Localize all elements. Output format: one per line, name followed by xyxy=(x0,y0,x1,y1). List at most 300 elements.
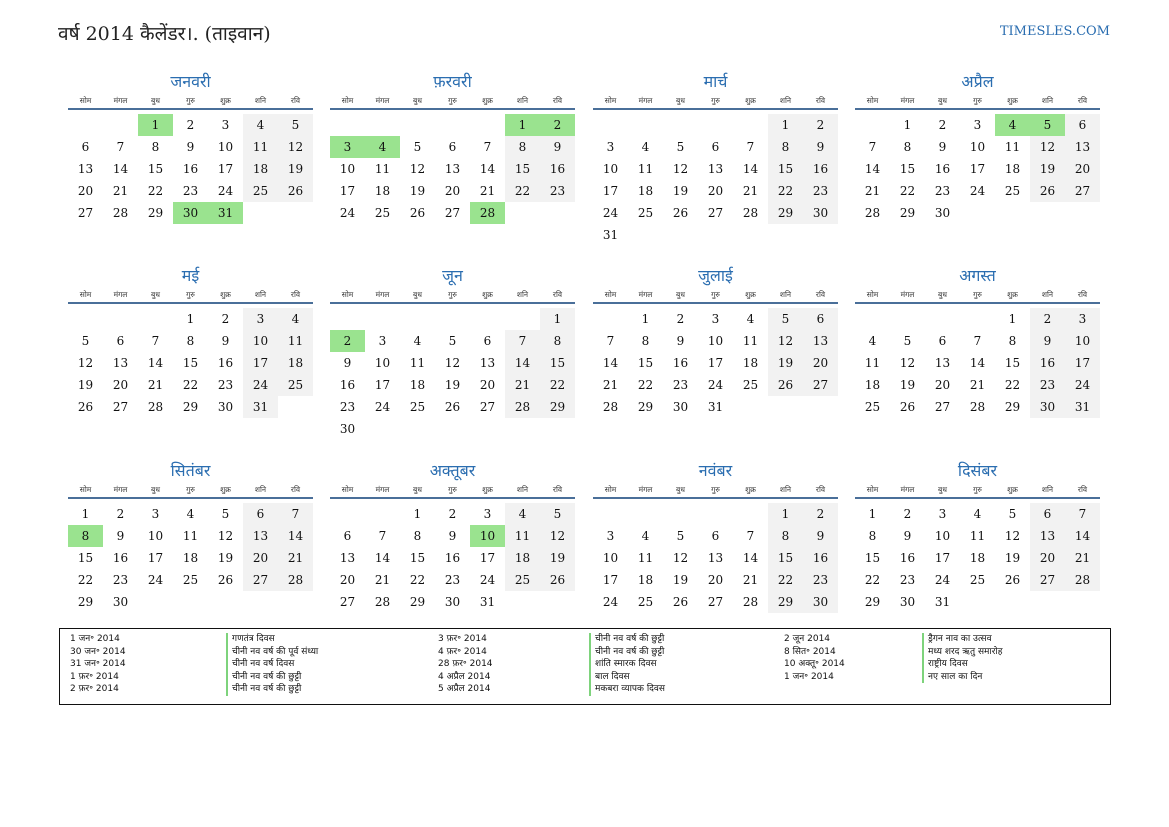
weekday-label: शुक्र xyxy=(745,290,756,299)
holiday-day-cell: 4 xyxy=(995,114,1030,136)
empty-cell xyxy=(68,308,103,330)
day-cell: 16 xyxy=(1030,352,1065,374)
day-cell: 11 xyxy=(409,356,426,370)
weekday-label: शुक्र xyxy=(1007,96,1018,105)
weekday-header xyxy=(330,288,575,304)
empty-cell xyxy=(960,308,995,330)
day-cell: 14 xyxy=(112,162,129,176)
month-name: नवंबर xyxy=(698,461,733,480)
day-cell: 16 xyxy=(182,162,199,176)
day-cell: 28 xyxy=(278,569,313,591)
day-cell: 19 xyxy=(672,184,689,198)
day-grid xyxy=(68,503,313,613)
day-cell: 28 xyxy=(602,400,619,414)
day-cell: 17 xyxy=(339,184,356,198)
day-cell: 16 xyxy=(803,547,838,569)
weekday-label: शुक्र xyxy=(1007,290,1018,299)
holiday-day-cell: 1 xyxy=(505,114,540,136)
day-cell: 13 xyxy=(243,525,278,547)
holiday-dates xyxy=(438,633,493,696)
day-cell: 25 xyxy=(969,573,986,587)
day-cell: 17 xyxy=(602,573,619,587)
holiday-date: 31 जन॰ 2014 xyxy=(70,659,126,670)
day-cell: 25 xyxy=(505,569,540,591)
weekday-label: शुक्र xyxy=(482,290,493,299)
day-cell: 30 xyxy=(444,595,461,609)
day-cell: 14 xyxy=(969,356,986,370)
day-cell: 24 xyxy=(217,184,234,198)
day-cell: 14 xyxy=(505,352,540,374)
day-cell: 8 xyxy=(186,334,195,348)
day-cell: 27 xyxy=(707,206,724,220)
holiday-day-cell: 2 xyxy=(330,330,365,352)
day-cell: 22 xyxy=(1004,378,1021,392)
weekday-header xyxy=(68,288,313,304)
holiday-day-cell: 28 xyxy=(470,202,505,224)
day-cell: 15 xyxy=(637,356,654,370)
day-cell: 22 xyxy=(505,180,540,202)
day-grid xyxy=(593,503,838,613)
weekday-label: शनि xyxy=(516,485,529,494)
day-cell: 23 xyxy=(899,573,916,587)
page-title: वर्ष 2014 कैलेंडर।. (ताइवान) xyxy=(58,23,271,45)
weekday-label: गुरु xyxy=(186,96,195,105)
day-cell: 29 xyxy=(864,595,881,609)
weekday-label: गुरु xyxy=(711,290,720,299)
day-cell: 13 xyxy=(479,356,496,370)
weekday-label: शनि xyxy=(1041,96,1054,105)
empty-cell xyxy=(593,114,628,136)
holiday-dates xyxy=(784,633,845,683)
day-cell: 27 xyxy=(339,595,356,609)
weekday-label: रवि xyxy=(552,485,563,494)
day-cell: 13 xyxy=(707,551,724,565)
day-cell: 16 xyxy=(444,551,461,565)
weekday-label: मंगल xyxy=(900,96,915,105)
day-cell: 29 xyxy=(768,202,803,224)
day-cell: 10 xyxy=(374,356,391,370)
day-cell: 20 xyxy=(444,184,461,198)
weekday-label: गुरु xyxy=(711,485,720,494)
day-cell: 23 xyxy=(934,184,951,198)
weekday-label: शुक्र xyxy=(745,96,756,105)
day-cell: 13 xyxy=(77,162,94,176)
day-cell: 13 xyxy=(339,551,356,565)
day-cell: 19 xyxy=(540,547,575,569)
day-cell: 23 xyxy=(182,184,199,198)
weekday-label: बुध xyxy=(151,485,160,494)
empty-cell xyxy=(435,114,470,136)
day-cell: 17 xyxy=(479,551,496,565)
empty-cell xyxy=(663,114,698,136)
day-cell: 8 xyxy=(1008,334,1017,348)
day-cell: 5 xyxy=(540,503,575,525)
empty-cell xyxy=(505,308,540,330)
day-cell: 15 xyxy=(540,352,575,374)
empty-cell xyxy=(365,308,400,330)
day-cell: 7 xyxy=(606,334,615,348)
empty-cell xyxy=(925,308,960,330)
day-cell: 14 xyxy=(479,162,496,176)
day-cell: 30 xyxy=(672,400,689,414)
day-cell: 15 xyxy=(768,547,803,569)
day-cell: 10 xyxy=(147,529,164,543)
day-cell: 30 xyxy=(217,400,234,414)
day-grid xyxy=(593,114,838,246)
day-cell: 14 xyxy=(742,162,759,176)
day-cell: 11 xyxy=(278,330,313,352)
holiday-dates xyxy=(70,633,126,696)
day-cell: 6 xyxy=(1030,503,1065,525)
day-cell: 17 xyxy=(707,356,724,370)
day-cell: 8 xyxy=(505,136,540,158)
day-cell: 22 xyxy=(768,180,803,202)
day-cell: 3 xyxy=(711,312,720,326)
holiday-name: चीनी नव वर्ष दिवस xyxy=(226,658,318,671)
holiday-date: 2 जून 2014 xyxy=(784,634,831,644)
holiday-date: 4 अप्रैल 2014 xyxy=(438,671,491,682)
day-cell: 7 xyxy=(278,503,313,525)
day-cell: 21 xyxy=(112,184,129,198)
day-cell: 18 xyxy=(864,378,881,392)
day-cell: 29 xyxy=(637,400,654,414)
empty-cell xyxy=(330,308,365,330)
day-cell: 14 xyxy=(864,162,881,176)
weekday-label: बुध xyxy=(413,96,422,105)
day-cell: 9 xyxy=(1030,330,1065,352)
day-cell: 12 xyxy=(899,356,916,370)
day-grid xyxy=(593,308,838,418)
day-cell: 11 xyxy=(969,529,986,543)
weekday-label: बुध xyxy=(938,96,947,105)
day-cell: 23 xyxy=(672,378,689,392)
day-cell: 17 xyxy=(602,184,619,198)
weekday-label: गुरु xyxy=(448,96,457,105)
day-cell: 4 xyxy=(868,334,877,348)
day-cell: 19 xyxy=(672,573,689,587)
day-cell: 29 xyxy=(1004,400,1021,414)
day-cell: 18 xyxy=(1004,162,1021,176)
holiday-date: 1 फ़र॰ 2014 xyxy=(70,671,119,682)
weekday-label: शुक्र xyxy=(1007,485,1018,494)
day-cell: 29 xyxy=(540,396,575,418)
weekday-label: मंगल xyxy=(375,290,390,299)
holiday-day-cell: 3 xyxy=(330,136,365,158)
weekday-label: शुक्र xyxy=(482,485,493,494)
empty-cell xyxy=(890,308,925,330)
day-cell: 26 xyxy=(217,573,234,587)
weekday-label: मंगल xyxy=(375,485,390,494)
weekday-label: शुक्र xyxy=(220,290,231,299)
weekday-label: सोम xyxy=(866,290,879,299)
month-name: मार्च xyxy=(703,72,728,91)
empty-cell xyxy=(855,114,890,136)
day-cell: 28 xyxy=(505,396,540,418)
day-cell: 2 xyxy=(448,507,457,521)
day-cell: 21 xyxy=(479,184,496,198)
day-cell: 7 xyxy=(746,529,755,543)
day-cell: 24 xyxy=(479,573,496,587)
weekday-label: शनि xyxy=(254,290,267,299)
day-cell: 6 xyxy=(938,334,947,348)
month-calendar xyxy=(68,459,313,613)
day-cell: 12 xyxy=(672,551,689,565)
month-calendar xyxy=(855,264,1100,418)
weekday-label: सोम xyxy=(79,485,92,494)
empty-cell xyxy=(470,114,505,136)
day-cell: 17 xyxy=(243,352,278,374)
weekday-label: बुध xyxy=(676,290,685,299)
holiday-name: चीनी नव वर्ष की पूर्व संध्या xyxy=(226,646,318,659)
day-cell: 5 xyxy=(903,334,912,348)
weekday-label: मंगल xyxy=(638,96,653,105)
day-cell: 11 xyxy=(374,162,391,176)
day-cell: 18 xyxy=(505,547,540,569)
empty-cell xyxy=(698,114,733,136)
day-cell: 15 xyxy=(505,158,540,180)
weekday-label: सोम xyxy=(604,290,617,299)
day-cell: 27 xyxy=(707,595,724,609)
day-cell: 22 xyxy=(409,573,426,587)
weekday-label: मंगल xyxy=(375,96,390,105)
day-cell: 11 xyxy=(1004,140,1021,154)
day-cell: 16 xyxy=(339,378,356,392)
day-cell: 5 xyxy=(768,308,803,330)
day-cell: 5 xyxy=(448,334,457,348)
day-cell: 30 xyxy=(934,206,951,220)
day-cell: 9 xyxy=(448,529,457,543)
weekday-label: शनि xyxy=(1041,485,1054,494)
weekday-label: रवि xyxy=(1077,485,1088,494)
day-cell: 22 xyxy=(147,184,164,198)
holiday-date: 1 जन॰ 2014 xyxy=(70,634,120,644)
day-cell: 22 xyxy=(540,374,575,396)
weekday-label: सोम xyxy=(866,485,879,494)
weekday-label: गुरु xyxy=(973,96,982,105)
day-cell: 21 xyxy=(742,573,759,587)
day-cell: 9 xyxy=(221,334,230,348)
day-cell: 25 xyxy=(409,400,426,414)
day-cell: 23 xyxy=(444,573,461,587)
day-cell: 12 xyxy=(540,525,575,547)
day-grid xyxy=(855,503,1100,613)
day-cell: 16 xyxy=(540,158,575,180)
day-cell: 28 xyxy=(742,206,759,220)
day-cell: 18 xyxy=(374,184,391,198)
weekday-label: गुरु xyxy=(711,96,720,105)
empty-cell xyxy=(733,114,768,136)
month-calendar xyxy=(593,70,838,246)
weekday-header xyxy=(330,483,575,499)
day-cell: 8 xyxy=(768,136,803,158)
weekday-label: सोम xyxy=(341,96,354,105)
weekday-label: बुध xyxy=(151,290,160,299)
day-cell: 27 xyxy=(803,374,838,396)
day-cell: 10 xyxy=(602,162,619,176)
day-cell: 3 xyxy=(1065,308,1100,330)
weekday-label: गुरु xyxy=(186,290,195,299)
holiday-date: 4 फ़र॰ 2014 xyxy=(438,646,487,657)
weekday-label: सोम xyxy=(79,290,92,299)
day-cell: 20 xyxy=(934,378,951,392)
holiday-day-cell: 31 xyxy=(208,202,243,224)
day-cell: 29 xyxy=(899,206,916,220)
empty-cell xyxy=(733,503,768,525)
day-cell: 14 xyxy=(147,356,164,370)
day-cell: 23 xyxy=(339,400,356,414)
day-cell: 9 xyxy=(186,140,195,154)
day-cell: 6 xyxy=(711,529,720,543)
day-cell: 17 xyxy=(934,551,951,565)
site-link[interactable]: TIMESLES.COM xyxy=(999,24,1110,39)
day-cell: 27 xyxy=(77,206,94,220)
empty-cell xyxy=(593,503,628,525)
day-cell: 18 xyxy=(637,184,654,198)
day-cell: 6 xyxy=(803,308,838,330)
day-cell: 10 xyxy=(1065,330,1100,352)
day-cell: 9 xyxy=(803,525,838,547)
empty-cell xyxy=(138,308,173,330)
day-cell: 13 xyxy=(1030,525,1065,547)
day-cell: 4 xyxy=(413,334,422,348)
holiday-name: बाल दिवस xyxy=(589,671,665,684)
day-cell: 4 xyxy=(243,114,278,136)
holiday-name: चीनी नव वर्ष की छुट्टी xyxy=(226,671,318,684)
day-cell: 29 xyxy=(768,591,803,613)
day-cell: 14 xyxy=(602,356,619,370)
day-cell: 18 xyxy=(243,158,278,180)
day-cell: 4 xyxy=(186,507,195,521)
weekday-label: गुरु xyxy=(186,485,195,494)
day-cell: 4 xyxy=(973,507,982,521)
day-cell: 8 xyxy=(903,140,912,154)
day-cell: 12 xyxy=(77,356,94,370)
day-cell: 4 xyxy=(278,308,313,330)
holiday-date: 30 जन॰ 2014 xyxy=(70,646,126,657)
weekday-header xyxy=(855,483,1100,499)
weekday-label: रवि xyxy=(552,290,563,299)
day-cell: 14 xyxy=(742,551,759,565)
day-cell: 9 xyxy=(903,529,912,543)
day-cell: 23 xyxy=(803,569,838,591)
empty-cell xyxy=(400,308,435,330)
day-cell: 21 xyxy=(742,184,759,198)
day-cell: 25 xyxy=(278,374,313,396)
day-cell: 17 xyxy=(217,162,234,176)
empty-cell xyxy=(103,114,138,136)
weekday-label: रवि xyxy=(552,96,563,105)
holiday-name: चीनी नव वर्ष की छुट्टी xyxy=(226,683,318,696)
day-cell: 2 xyxy=(803,503,838,525)
day-cell: 24 xyxy=(339,206,356,220)
month-name: अगस्त xyxy=(959,266,996,285)
day-cell: 5 xyxy=(676,529,685,543)
weekday-header xyxy=(593,94,838,110)
day-cell: 6 xyxy=(1065,114,1100,136)
empty-cell xyxy=(365,114,400,136)
day-cell: 14 xyxy=(278,525,313,547)
day-cell: 28 xyxy=(374,595,391,609)
day-cell: 22 xyxy=(864,573,881,587)
day-cell: 10 xyxy=(934,529,951,543)
day-cell: 1 xyxy=(768,114,803,136)
day-cell: 3 xyxy=(606,529,615,543)
weekday-label: बुध xyxy=(151,96,160,105)
day-cell: 13 xyxy=(112,356,129,370)
holiday-day-cell: 8 xyxy=(68,525,103,547)
holiday-list xyxy=(59,628,1111,705)
day-cell: 25 xyxy=(1004,184,1021,198)
day-grid xyxy=(330,308,575,440)
day-cell: 27 xyxy=(479,400,496,414)
holiday-names xyxy=(589,633,665,696)
day-cell: 11 xyxy=(637,162,654,176)
day-cell: 12 xyxy=(217,529,234,543)
month-name: सितंबर xyxy=(170,461,211,480)
day-cell: 3 xyxy=(938,507,947,521)
day-cell: 1 xyxy=(1008,312,1017,326)
day-cell: 2 xyxy=(903,507,912,521)
day-cell: 1 xyxy=(540,308,575,330)
weekday-label: शुक्र xyxy=(745,485,756,494)
empty-cell xyxy=(103,308,138,330)
day-cell: 15 xyxy=(182,356,199,370)
day-cell: 23 xyxy=(540,180,575,202)
day-cell: 25 xyxy=(864,400,881,414)
day-cell: 25 xyxy=(742,378,759,392)
day-cell: 30 xyxy=(339,422,356,436)
day-cell: 3 xyxy=(221,118,230,132)
day-cell: 7 xyxy=(116,140,125,154)
day-cell: 9 xyxy=(343,356,352,370)
day-cell: 9 xyxy=(938,140,947,154)
day-cell: 16 xyxy=(112,551,129,565)
empty-cell xyxy=(435,308,470,330)
month-name: अक्तूबर xyxy=(429,461,476,480)
day-cell: 28 xyxy=(742,595,759,609)
day-cell: 5 xyxy=(676,140,685,154)
holiday-name: मकबरा व्यापक दिवस xyxy=(589,683,665,696)
day-cell: 28 xyxy=(1065,569,1100,591)
month-name: जुलाई xyxy=(698,266,733,285)
day-cell: 12 xyxy=(1004,529,1021,543)
weekday-label: रवि xyxy=(815,485,826,494)
day-cell: 6 xyxy=(343,529,352,543)
day-cell: 6 xyxy=(116,334,125,348)
day-cell: 24 xyxy=(147,573,164,587)
day-cell: 8 xyxy=(768,525,803,547)
day-cell: 11 xyxy=(182,529,199,543)
day-cell: 21 xyxy=(864,184,881,198)
day-cell: 31 xyxy=(479,595,496,609)
holiday-name: गणतंत्र दिवस xyxy=(226,633,318,646)
day-cell: 22 xyxy=(899,184,916,198)
day-cell: 26 xyxy=(444,400,461,414)
day-cell: 1 xyxy=(413,507,422,521)
weekday-label: शनि xyxy=(516,96,529,105)
day-cell: 6 xyxy=(81,140,90,154)
day-cell: 20 xyxy=(707,184,724,198)
month-calendar xyxy=(855,459,1100,613)
empty-cell xyxy=(330,503,365,525)
day-cell: 26 xyxy=(409,206,426,220)
weekday-label: सोम xyxy=(604,485,617,494)
day-cell: 24 xyxy=(602,595,619,609)
day-cell: 20 xyxy=(112,378,129,392)
day-cell: 25 xyxy=(637,206,654,220)
weekday-label: शनि xyxy=(516,290,529,299)
weekday-label: शनि xyxy=(254,485,267,494)
